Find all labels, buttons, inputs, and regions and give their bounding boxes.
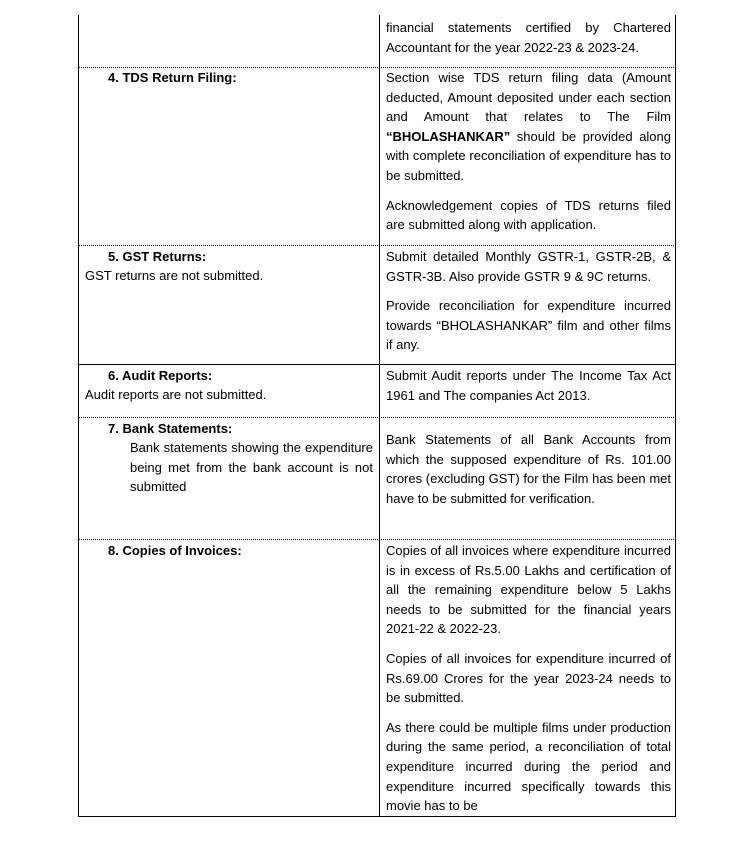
requirement-paragraph: financial statements certified by Chartered Accountant for the year 2022-23 & 2023-24. [386, 20, 671, 55]
row-divider [78, 364, 676, 365]
requirement-paragraph: Bank Statements of all Bank Accounts from which the supposed expenditure of Rs. 101.00 crores (excluding GST) for the Film has been met have to be submitted for verification. [386, 432, 671, 506]
row-divider [78, 539, 676, 540]
requirement-paragraph: Acknowledgement copies of TDS returns filed are submitted along with application. [386, 197, 671, 233]
bank-requirement [386, 430, 671, 508]
column-divider [379, 15, 380, 817]
gst-requirement [386, 247, 671, 355]
film-name: “BHOLASHANKAR” [386, 128, 511, 144]
requirement-paragraph: Provide reconciliation for expenditure incurred towards “BHOLASHANKAR” film and other films if any. [386, 298, 671, 353]
tds-requirement [386, 68, 671, 235]
row-divider [78, 417, 676, 418]
bank-observation: Bank statements showing the expenditure being met from the bank account is not submitted [130, 440, 373, 495]
requirement-paragraph: As there could be multiple films under production during the same period, a reconciliation of total expenditure incurred during the period and expenditure incurred specifically towards this movie has to be [386, 719, 671, 814]
requirement-paragraph: Section wise TDS return filing data (Amount deducted, Amount deposited under each section and Amount that relates to The Film “BHOLASHANKAR” should be provided along with complete reconciliation of expenditure has to be submitted. [386, 70, 671, 183]
requirement-paragraph: Submit detailed Monthly GSTR-1, GSTR-2B, & GSTR-3B. Also provide GSTR 9 & 9C returns. [386, 249, 671, 284]
requirement-paragraph: Copies of all invoices for expenditure incurred of Rs.69.00 Crores for the year 2023-24 needs to be submitted. [386, 650, 671, 706]
row-divider [78, 245, 676, 246]
section-heading-gst: 5. GST Returns: [108, 249, 207, 264]
section-heading-invoices: 8. Copies of Invoices: [108, 543, 242, 558]
section-heading-tds: 4. TDS Return Filing: [108, 70, 237, 85]
invoices-requirement [386, 541, 671, 816]
requirement-paragraph: Copies of all invoices where expenditure incurred is in excess of Rs.5.00 Lakhs and certification of all the remaining expenditure below 5 Lakhs needs to be submitted for the financial years 2021-22 & 2022-23. [386, 543, 671, 637]
section-heading-audit: 6. Audit Reports: [108, 368, 213, 383]
audit-observation: Audit reports are not submitted. [85, 387, 267, 402]
row-continuation-text [386, 18, 671, 57]
requirement-paragraph: Submit Audit reports under The Income Tax Act 1961 and The companies Act 2013. [386, 368, 671, 403]
audit-requirement [386, 366, 671, 405]
section-heading-bank: 7. Bank Statements: [108, 421, 233, 436]
gst-observation: GST returns are not submitted. [85, 268, 264, 283]
